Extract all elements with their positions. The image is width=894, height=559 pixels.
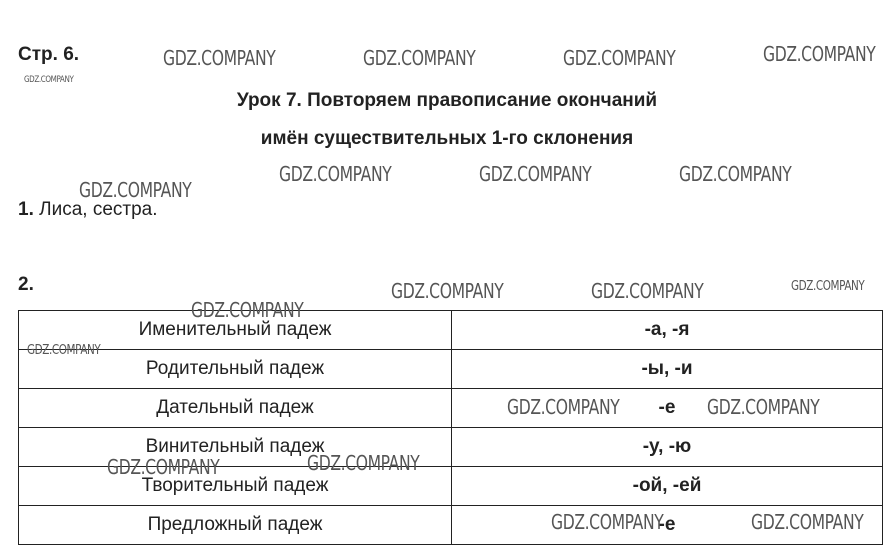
watermark: GDZ.COMPANY	[791, 279, 865, 294]
exercise-1	[18, 199, 158, 221]
lesson-title-line-2: имён существительных 1-го склонения	[260, 128, 634, 149]
lesson-title	[0, 82, 894, 158]
watermark: GDZ.COMPANY	[391, 279, 504, 303]
lesson-title-line-1: Урок 7. Повторяем правописание окончаний	[236, 90, 658, 111]
case-endings-table	[18, 310, 883, 545]
watermark: GDZ.COMPANY	[363, 46, 476, 70]
table-row	[19, 428, 883, 467]
case-name-cell: Родительный падеж	[19, 350, 452, 389]
case-ending-cell: -ой, -ей	[452, 467, 883, 506]
watermark: GDZ.COMPANY	[507, 395, 620, 419]
watermark: GDZ.COMPANY	[27, 343, 101, 358]
case-ending-cell: -а, -я	[452, 311, 883, 350]
watermark: GDZ.COMPANY	[107, 455, 220, 479]
watermark: GDZ.COMPANY	[79, 178, 192, 202]
exercise-1-answer: Лиса, сестра.	[33, 199, 158, 220]
table-row	[19, 350, 883, 389]
table-row	[19, 506, 883, 545]
case-name-cell: Предложный падеж	[19, 506, 452, 545]
case-name-cell: Дательный падеж	[19, 389, 452, 428]
case-name-cell: Творительный падеж	[19, 467, 452, 506]
exercise-1-number: 1.	[18, 199, 34, 220]
case-ending-cell: -ы, -и	[452, 350, 883, 389]
watermark: GDZ.COMPANY	[679, 162, 792, 186]
case-name-cell: Именительный падеж	[19, 311, 452, 350]
watermark: GDZ.COMPANY	[591, 279, 704, 303]
exercise-2-number: 2.	[18, 274, 34, 295]
watermark: GDZ.COMPANY	[24, 75, 74, 85]
table-row	[19, 311, 883, 350]
table-row	[19, 389, 883, 428]
watermark: GDZ.COMPANY	[307, 451, 420, 475]
watermark: GDZ.COMPANY	[279, 162, 392, 186]
case-ending-cell: -е	[452, 389, 883, 428]
watermark: GDZ.COMPANY	[551, 510, 664, 534]
case-ending-cell: -е	[452, 506, 883, 545]
case-ending-cell: -у, -ю	[452, 428, 883, 467]
watermark: GDZ.COMPANY	[191, 298, 304, 322]
watermark: GDZ.COMPANY	[563, 46, 676, 70]
page-reference: Стр. 6.	[18, 44, 80, 65]
table-row	[19, 467, 883, 506]
watermark: GDZ.COMPANY	[163, 46, 276, 70]
watermark: GDZ.COMPANY	[763, 42, 876, 66]
watermark: GDZ.COMPANY	[479, 162, 592, 186]
watermark: GDZ.COMPANY	[707, 395, 820, 419]
case-name-cell: Винительный падеж	[19, 428, 452, 467]
watermark: GDZ.COMPANY	[751, 510, 864, 534]
